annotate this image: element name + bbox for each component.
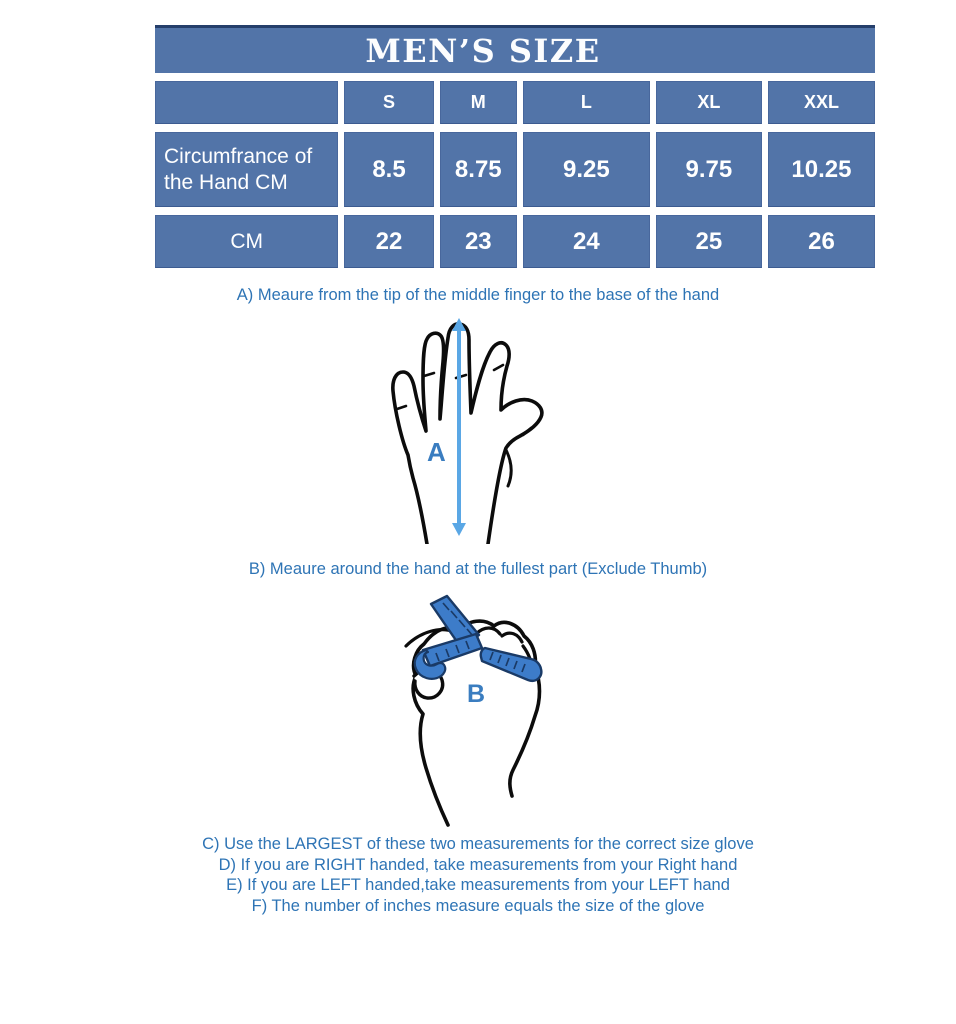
header-cell-m: M — [440, 81, 517, 124]
row-label-cm: CM — [155, 215, 338, 268]
cm-value-xxl: 26 — [768, 215, 875, 268]
instruction-e: E) If you are LEFT handed,take measurements from your LEFT hand — [226, 876, 730, 895]
header-cell-xl: XL — [656, 81, 762, 124]
cm-value-l: 24 — [523, 215, 650, 268]
circumference-value-xl: 9.75 — [656, 132, 762, 207]
instruction-c: C) Use the LARGEST of these two measurements for the correct size glove — [202, 835, 754, 853]
size-grid — [155, 81, 875, 268]
instruction-f: F) The number of inches measure equals the size of the glove — [251, 896, 705, 915]
instructions-cdef — [0, 834, 956, 916]
header-cell-empty — [155, 81, 338, 124]
circumference-value-l: 9.25 — [523, 132, 650, 207]
header-cell-xxl: XXL — [768, 81, 875, 124]
instruction-d: D) If you are RIGHT handed, take measurements from your Right hand — [218, 855, 738, 874]
row-label-circumference: Circumfrance of the Hand CM — [155, 132, 338, 207]
mens-size-table — [155, 25, 875, 268]
palm-thumb-line — [506, 450, 511, 486]
instruction-b: B) Meaure around the hand at the fullest part (Exclude Thumb) — [248, 560, 708, 578]
cm-value-xl: 25 — [656, 215, 762, 268]
header-cell-l: L — [523, 81, 650, 124]
header-cell-s: S — [344, 81, 433, 124]
hand-measure-label: A — [427, 437, 446, 467]
table-title: MEN’S SIZE — [365, 31, 601, 70]
fist-measure-label: B — [467, 680, 486, 708]
fist-tape-measure-diagram — [390, 590, 570, 830]
cm-value-m: 23 — [440, 215, 517, 268]
cm-value-s: 22 — [344, 215, 433, 268]
instruction-a: A) Meaure from the tip of the middle finger to the base of the hand — [236, 286, 720, 304]
circumference-value-xxl: 10.25 — [768, 132, 875, 207]
circumference-value-m: 8.75 — [440, 132, 517, 207]
open-hand-measure-diagram — [379, 314, 555, 544]
table-title-bar — [155, 25, 875, 73]
hand-outline — [393, 324, 542, 544]
circumference-value-s: 8.5 — [344, 132, 433, 207]
